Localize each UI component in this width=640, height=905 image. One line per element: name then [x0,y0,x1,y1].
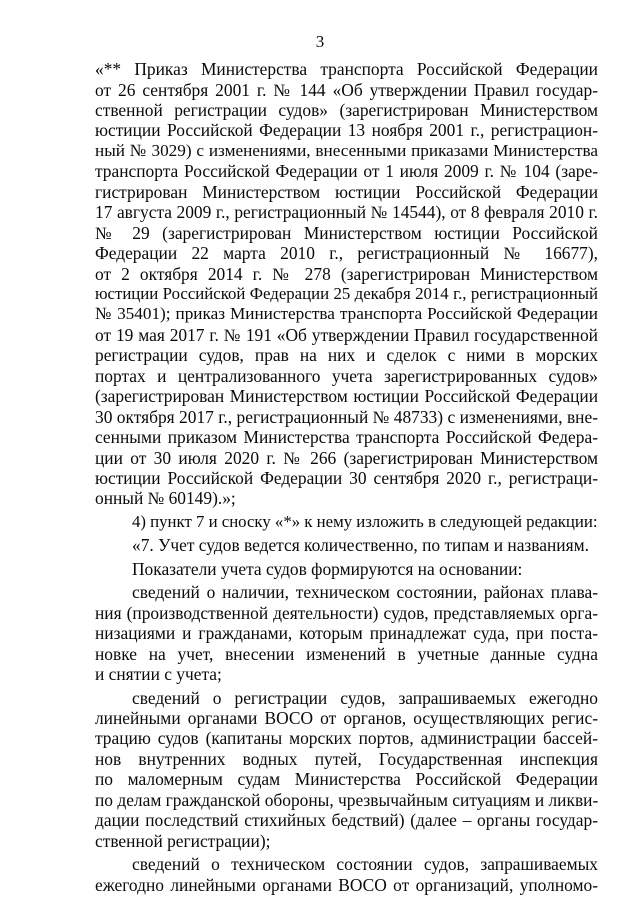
text-line: 30 октября 2017 г., регистрационный № 48733) с изменениями, вне- [95,406,598,427]
text-line: по делам гражданской обороны, чрезвычайным ситуациям и ликви- [95,789,599,810]
text-line: (зарегистрирован Министерством юстиции Российской Федерации [95,386,598,407]
text-line: Федерации 22 марта 2010 г., регистрационный № 16677), [95,243,598,263]
text-line: транспорта Российской Федерации от 1 июля 2009 г. № 104 (заре- [95,161,598,182]
text-line: нов внутренних водных путей, Государственная инспекция [95,748,598,769]
text-line: юстиции Российской Федерации 30 сентября 2020 г., регистраци- [95,468,598,488]
text-line: от 26 сентября 2001 г. № 144 «Об утверждении Правил государ- [95,79,598,100]
text-line: ежегодно линейными органами ВОСО от организаций, уполномо- [95,874,598,895]
text-line: 4) пункт 7 и сноску «*» к нему изложить в следующей редакции: [132,511,598,531]
text-line: регистрации судов, прав на них и сделок с ними в морских [95,345,598,366]
text-line: ния (производственной деятельности) судов, представляемых орга- [95,602,598,623]
text-line: сведений о техническом состоянии судов, запрашиваемых [132,854,598,875]
page-number: 3 [315,32,325,51]
text-line: № 35401); приказ Министерства транспорта Российской Федерации [95,304,598,324]
text-line: низациями и гражданами, которым принадлежат суда, при поста- [95,623,598,644]
text-line: новке на учет, внесении изменений в учетные данные судна [95,643,598,664]
text-line: ственной регистрации судов» (зарегистрирован Министерством [95,99,598,120]
text-line: ции от 30 июля 2020 г. № 266 (зарегистрирован Министерством [95,447,598,468]
text-line: сведений о регистрации судов, запрашиваемых ежегодно [132,687,598,708]
text-line: портах и централизованного учета зарегистрированных судов» [95,365,598,386]
text-line: онный № 60149).»; [95,488,236,509]
text-line: трацию судов (капитаны морских портов, администрации бассей- [95,728,598,749]
text-line: юстиции Российской Федерации 25 декабря 2014 г., регистрационный [95,283,598,303]
text-line: ный № 3029) с изменениями, внесенными приказами Министерства [95,140,598,160]
text-line: сенными приказом Министерства транспорта Российской Федера- [95,427,598,448]
text-line: от 19 мая 2017 г. № 191 «Об утверждении Правил государственной [95,324,598,345]
text-line: гистрирован Министерством юстиции Российской Федерации [95,181,598,202]
text-line: и снятии с учета; [95,664,222,685]
text-line: ственной регистрации); [95,830,271,851]
text-line: Показатели учета судов формируются на основании: [132,558,523,579]
text-line: «7. Учет судов ведется количественно, по типам и названиям. [132,535,589,556]
text-line: 17 августа 2009 г., регистрационный № 14544), от 8 февраля 2010 г. [95,202,598,223]
text-line: от 2 октября 2014 г. № 278 (зарегистрирован Министерством [95,263,598,284]
text-line: по маломерным судам Министерства Российской Федерации [95,769,598,790]
text-line: юстиции Российской Федерации 13 ноября 2001 г., регистрацион- [95,120,598,141]
text-line: линейными органами ВОСО от органов, осуществляющих регис- [95,708,598,728]
text-line: «** Приказ Министерства транспорта Российской Федерации [95,59,598,79]
text-line: сведений о наличии, техническом состоянии, районах плава- [132,582,598,603]
text-line: № 29 (зарегистрирован Министерством юстиции Российской [95,222,598,243]
text-line: дации последствий стихийных бедствий) (далее – органы государ- [95,810,598,831]
